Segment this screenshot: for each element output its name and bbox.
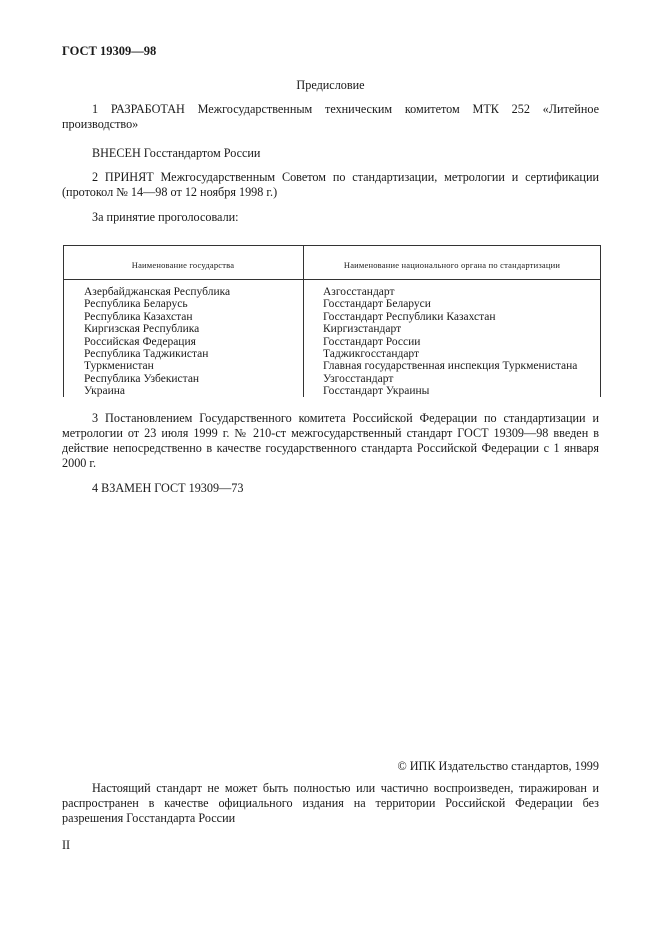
table-cell-organ: Главная государственная инспекция Туркменистана	[323, 360, 578, 373]
voting-table	[63, 245, 600, 397]
table-cell-state: Российская Федерация	[84, 335, 196, 348]
table-cell-organ: Таджикгосстандарт	[323, 347, 420, 360]
reproduction-notice: Настоящий стандарт не может быть полностью или частично воспроизведен, тиражирован и распространен в качестве официального издания на территории Российской Федерации без разрешения Госстандарта России	[62, 781, 599, 825]
page-number: II	[62, 838, 71, 852]
table-cell-organ: Госстандарт России	[323, 335, 421, 348]
table-cell-organ: Киргизстандарт	[323, 323, 402, 336]
table-cell-state: Республика Казахстан	[84, 310, 193, 323]
table-cell-organ: Госстандарт Республики Казахстан	[323, 310, 496, 323]
paragraph-enactment: 3 Постановлением Государственного комитета Российской Федерации по стандартизации и метрологии от 23 июля 1999 г. № 210-ст межгосударственный стандарт ГОСТ 19309—98 введен в действие непосредственно в качестве государственного стандарта Российской Федерации с 1 января 2000 г.	[62, 411, 599, 470]
paragraph-developed: 1 РАЗРАБОТАН Межгосударственным техническим комитетом МТК 252 «Литейное производство»	[62, 102, 599, 131]
states-list	[84, 286, 230, 398]
preface-title: Предисловие	[296, 78, 365, 92]
paragraph-voting-intro: За принятие проголосовали:	[92, 210, 239, 224]
table-cell-organ: Азгосстандарт	[323, 286, 395, 298]
table-cell-organ: Госстандарт Беларуси	[323, 298, 431, 311]
paragraph-adopted: 2 ПРИНЯТ Межгосударственным Советом по стандартизации, метрологии и сертификации (протокол № 14—98 от 12 ноября 1998 г.)	[62, 170, 599, 199]
table-cell-organ: Узгосстандарт	[323, 372, 394, 385]
column-header-organ: Наименование национального органа по стандартизации	[343, 260, 561, 270]
table-cell-state: Киргизская Республика	[84, 323, 200, 336]
paragraph-introduced: ВНЕСЕН Госстандартом России	[92, 146, 261, 160]
document-header: ГОСТ 19309—98	[62, 44, 157, 58]
table-cell-state: Украина	[84, 385, 125, 398]
table-cell-state: Республика Таджикистан	[84, 347, 209, 360]
copyright-notice: © ИПК Издательство стандартов, 1999	[397, 759, 599, 773]
table-cell-organ: Госстандарт Украины	[323, 385, 430, 398]
column-header-state: Наименование государства	[131, 260, 235, 270]
table-cell-state: Туркменистан	[84, 360, 154, 373]
organs-list	[323, 286, 577, 398]
table-cell-state: Азербайджанская Республика	[84, 286, 231, 298]
paragraph-replaces: 4 ВЗАМЕН ГОСТ 19309—73	[92, 481, 244, 495]
table-cell-state: Республика Беларусь	[84, 298, 188, 311]
table-header-divider	[63, 279, 600, 280]
table-cell-state: Республика Узбекистан	[84, 372, 200, 385]
